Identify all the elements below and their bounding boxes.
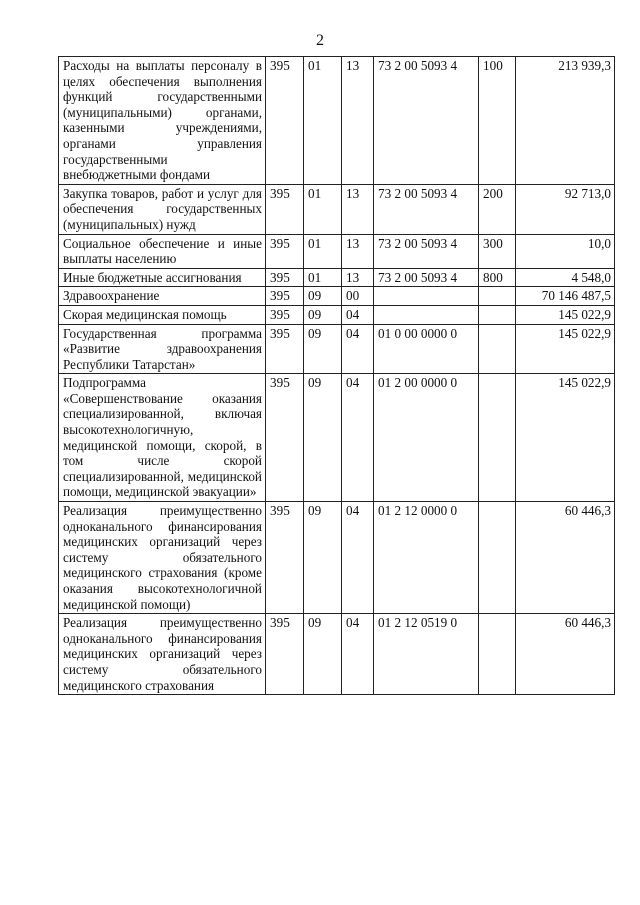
row-ved: 395 — [266, 502, 304, 614]
row-rz: 09 — [304, 374, 342, 502]
row-ved: 395 — [266, 324, 304, 374]
row-ved: 395 — [266, 614, 304, 695]
row-vr — [479, 502, 516, 614]
row-rz: 01 — [304, 57, 342, 185]
row-vr — [479, 305, 516, 324]
row-sum: 145 022,9 — [516, 305, 615, 324]
row-name: Иные бюджетные ассигнования — [59, 268, 266, 287]
row-pr: 00 — [342, 287, 374, 306]
table-row — [59, 305, 615, 324]
row-name: Закупка товаров, работ и услуг для обеспечения государственных (муниципальных) нужд — [59, 184, 266, 234]
row-name: Расходы на выплаты персоналу в целях обеспечения выполнения функций государственными (муниципальными) органами, казенными учреждениями, органами управления государственными внебюджетными фондами — [59, 57, 266, 185]
row-csr: 01 2 12 0000 0 — [374, 502, 479, 614]
row-sum: 10,0 — [516, 234, 615, 268]
row-sum: 145 022,9 — [516, 374, 615, 502]
row-name: Скорая медицинская помощь — [59, 305, 266, 324]
row-csr — [374, 287, 479, 306]
budget-table-body — [59, 57, 615, 695]
row-ved: 395 — [266, 234, 304, 268]
row-name: Реализация преимущественно одноканального финансирования медицинских организаций через систему обязательного медицинского страхования — [59, 614, 266, 695]
row-sum: 60 446,3 — [516, 614, 615, 695]
row-name: Подпрограмма «Совершенствование оказания специализированной, включая высокотехнологичную, медицинской помощи, скорой, в том числе скорой специализированной, медицинской помощи, медицинской эвакуации» — [59, 374, 266, 502]
table-row — [59, 184, 615, 234]
budget-table — [58, 56, 615, 695]
table-row — [59, 57, 615, 185]
row-vr — [479, 614, 516, 695]
table-row — [59, 287, 615, 306]
row-ved: 395 — [266, 57, 304, 185]
row-pr: 04 — [342, 305, 374, 324]
row-rz: 09 — [304, 502, 342, 614]
row-rz: 09 — [304, 614, 342, 695]
row-ved: 395 — [266, 287, 304, 306]
row-sum: 60 446,3 — [516, 502, 615, 614]
row-ved: 395 — [266, 374, 304, 502]
row-rz: 01 — [304, 184, 342, 234]
row-pr: 13 — [342, 184, 374, 234]
row-pr: 04 — [342, 614, 374, 695]
row-ved: 395 — [266, 305, 304, 324]
row-rz: 09 — [304, 324, 342, 374]
table-row — [59, 502, 615, 614]
row-sum: 70 146 487,5 — [516, 287, 615, 306]
row-csr: 01 0 00 0000 0 — [374, 324, 479, 374]
table-row — [59, 374, 615, 502]
row-pr: 13 — [342, 268, 374, 287]
row-vr — [479, 287, 516, 306]
row-pr: 04 — [342, 324, 374, 374]
row-vr — [479, 324, 516, 374]
row-ved: 395 — [266, 268, 304, 287]
row-vr: 100 — [479, 57, 516, 185]
row-rz: 01 — [304, 268, 342, 287]
row-csr: 73 2 00 5093 4 — [374, 184, 479, 234]
row-csr: 73 2 00 5093 4 — [374, 57, 479, 185]
row-rz: 09 — [304, 287, 342, 306]
row-pr: 04 — [342, 502, 374, 614]
row-csr: 73 2 00 5093 4 — [374, 268, 479, 287]
row-sum: 4 548,0 — [516, 268, 615, 287]
row-rz: 01 — [304, 234, 342, 268]
row-ved: 395 — [266, 184, 304, 234]
row-csr: 01 2 12 0519 0 — [374, 614, 479, 695]
table-row — [59, 614, 615, 695]
table-row — [59, 324, 615, 374]
row-csr: 01 2 00 0000 0 — [374, 374, 479, 502]
row-vr: 300 — [479, 234, 516, 268]
row-sum: 213 939,3 — [516, 57, 615, 185]
row-vr: 200 — [479, 184, 516, 234]
row-csr — [374, 305, 479, 324]
table-row — [59, 268, 615, 287]
table-row — [59, 234, 615, 268]
page-number: 2 — [316, 32, 324, 49]
row-name: Здравоохранение — [59, 287, 266, 306]
row-name: Социальное обеспечение и иные выплаты населению — [59, 234, 266, 268]
row-vr: 800 — [479, 268, 516, 287]
row-name: Реализация преимущественно одноканального финансирования медицинских организаций через систему обязательного медицинского страхования (кроме оказания высокотехнологичной медицинской помощи) — [59, 502, 266, 614]
row-sum: 92 713,0 — [516, 184, 615, 234]
row-pr: 13 — [342, 234, 374, 268]
row-sum: 145 022,9 — [516, 324, 615, 374]
row-vr — [479, 374, 516, 502]
row-pr: 04 — [342, 374, 374, 502]
row-name: Государственная программа «Развитие здравоохранения Республики Татарстан» — [59, 324, 266, 374]
row-csr: 73 2 00 5093 4 — [374, 234, 479, 268]
row-rz: 09 — [304, 305, 342, 324]
row-pr: 13 — [342, 57, 374, 185]
